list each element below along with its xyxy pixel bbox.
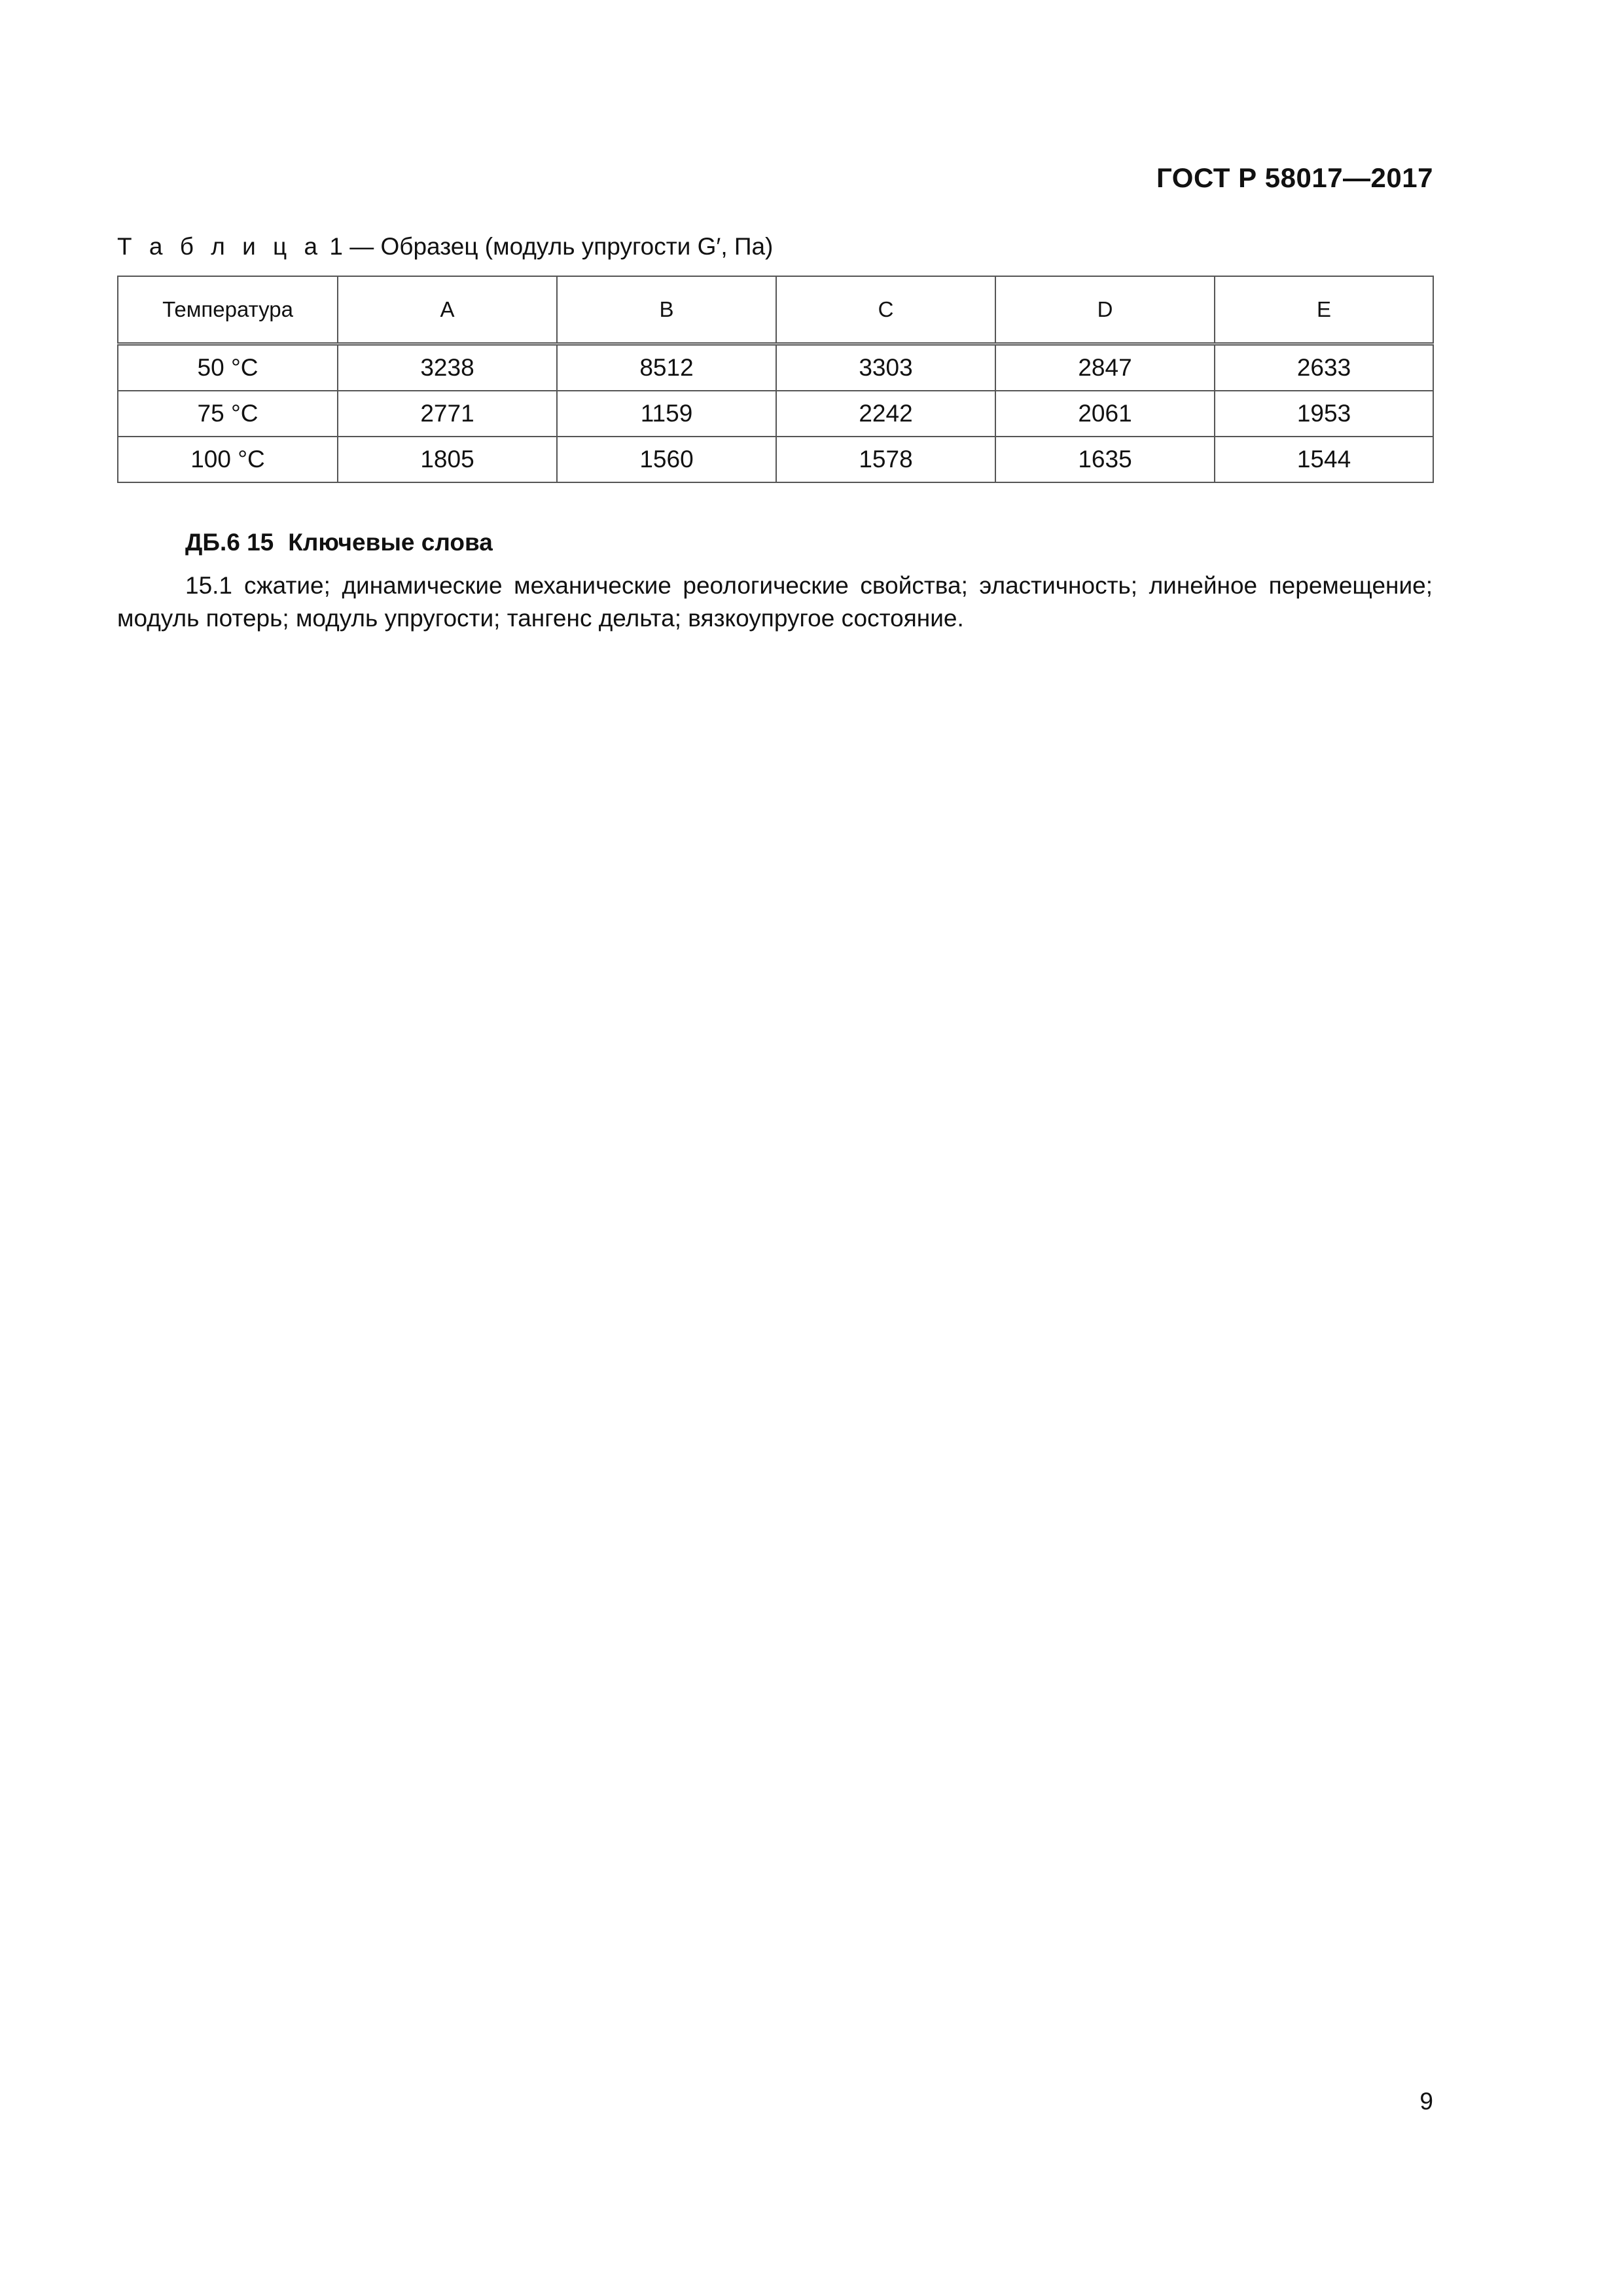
- header-sample-d: D: [995, 276, 1215, 344]
- section-number: ДБ.6 15: [185, 529, 274, 556]
- cell-temperature: 50 °C: [118, 344, 338, 391]
- cell-value: 2633: [1215, 344, 1433, 391]
- cell-value: 2771: [338, 391, 557, 437]
- cell-value: 8512: [557, 344, 776, 391]
- keywords-paragraph: [117, 569, 1433, 635]
- table-caption-text: 1 — Образец (модуль упругости G′, Па): [329, 233, 774, 260]
- header-sample-c: C: [776, 276, 995, 344]
- header-sample-b: B: [557, 276, 776, 344]
- paragraph-text: сжатие; динамические механические реологические свойства; эластичность; линейное перемещение; модуль потерь; модуль упругости; тангенс дельта; вязкоупругое состояние.: [117, 572, 1433, 632]
- section-heading: [185, 529, 493, 556]
- paragraph-number: 15.1: [185, 572, 233, 599]
- modulus-table: [117, 276, 1434, 483]
- table-caption-label: Т а б л и ц а: [117, 233, 323, 260]
- header-sample-e: E: [1215, 276, 1433, 344]
- cell-value: 1805: [338, 437, 557, 482]
- cell-temperature: 100 °C: [118, 437, 338, 482]
- cell-value: 1544: [1215, 437, 1433, 482]
- cell-value: 3303: [776, 344, 995, 391]
- cell-value: 1953: [1215, 391, 1433, 437]
- table-header-row: [118, 276, 1433, 344]
- document-code: ГОСТ Р 58017—2017: [1156, 162, 1433, 193]
- cell-value: 2242: [776, 391, 995, 437]
- table-row: [118, 437, 1433, 482]
- header-temperature: Температура: [118, 276, 338, 344]
- cell-value: 3238: [338, 344, 557, 391]
- page-number: 9: [1419, 2088, 1433, 2115]
- table-row: [118, 344, 1433, 391]
- section-title: Ключевые слова: [288, 529, 493, 556]
- cell-value: 1560: [557, 437, 776, 482]
- cell-value: 1635: [995, 437, 1215, 482]
- table-row: [118, 391, 1433, 437]
- cell-value: 2847: [995, 344, 1215, 391]
- table-caption: [117, 233, 773, 260]
- cell-value: 1159: [557, 391, 776, 437]
- header-sample-a: A: [338, 276, 557, 344]
- cell-value: 1578: [776, 437, 995, 482]
- cell-value: 2061: [995, 391, 1215, 437]
- cell-temperature: 75 °C: [118, 391, 338, 437]
